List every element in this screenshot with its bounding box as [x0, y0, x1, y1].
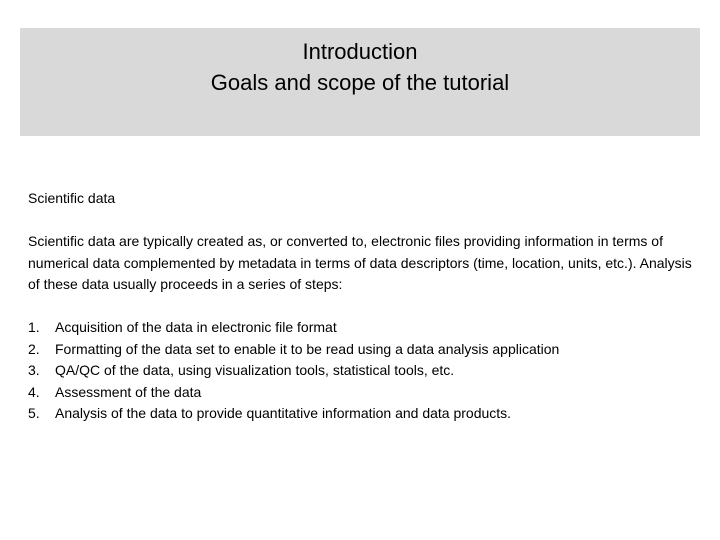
step-text: Acquisition of the data in electronic file format [55, 319, 337, 335]
list-item [28, 339, 692, 361]
step-number: 4. [28, 383, 40, 400]
slide-subtitle: Goals and scope of the tutorial [210, 70, 510, 95]
step-text: Analysis of the data to provide quantitative information and data products. [55, 405, 512, 421]
steps-list [28, 317, 692, 425]
list-item [28, 317, 692, 339]
step-text: Assessment of the data [55, 383, 202, 400]
title-banner [20, 28, 700, 136]
intro-paragraph: Scientific data are typically created as, or converted to, electronic files providing information in terms of numerical data complemented by metadata in terms of data descriptors (time, location, units, etc.). Analysis of these data usually proceeds in a series of steps: [28, 233, 692, 292]
slide-content [28, 188, 692, 425]
slide-title: Introduction [302, 39, 418, 64]
section-heading: Scientific data [28, 190, 116, 206]
step-text: QA/QC of the data, using visualization tools, statistical tools, etc. [55, 362, 455, 378]
step-number: 1. [28, 319, 40, 335]
list-item [28, 382, 692, 404]
list-item [28, 360, 692, 382]
step-number: 5. [28, 405, 40, 421]
list-item [28, 403, 692, 425]
step-number: 3. [28, 362, 40, 378]
step-number: 2. [28, 340, 40, 357]
step-text: Formatting of the data set to enable it to be read using a data analysis application [55, 340, 560, 357]
